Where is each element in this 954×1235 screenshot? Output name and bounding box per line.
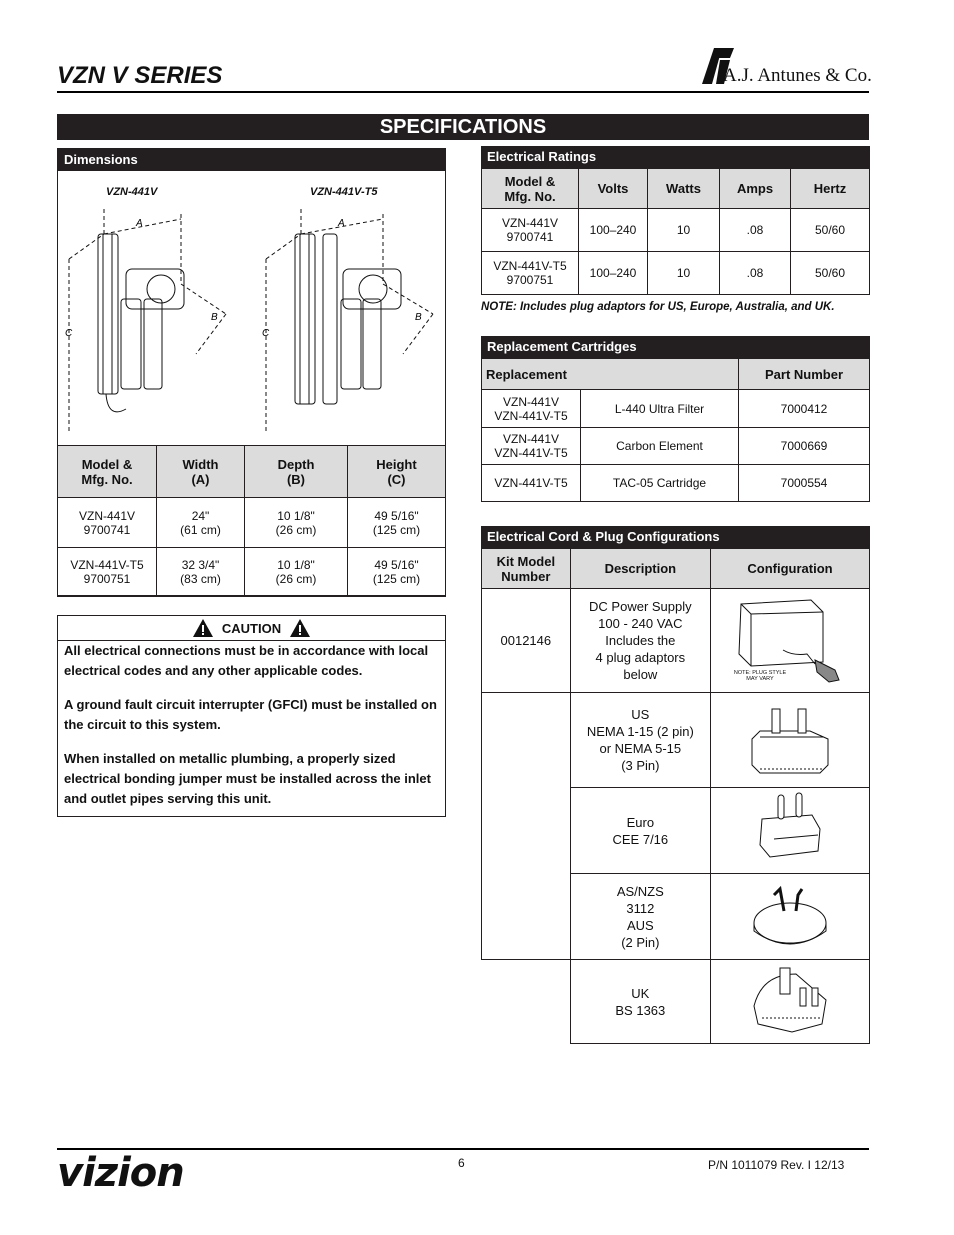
header-rule bbox=[57, 91, 869, 93]
dim-letter-b: B bbox=[211, 312, 218, 323]
cord-plug-heading: Electrical Cord & Plug Configurations bbox=[481, 526, 870, 548]
caution-label: CAUTION bbox=[221, 620, 282, 636]
ratings-note: NOTE: Includes plug adaptors for US, Europe, Australia, and UK. bbox=[481, 301, 835, 313]
electrical-ratings-heading: Electrical Ratings bbox=[481, 146, 870, 168]
table-row: US NEMA 1-15 (2 pin) or NEMA 5-15 (3 Pin) bbox=[482, 693, 870, 788]
us-plug-icon bbox=[740, 699, 840, 779]
aus-plug-icon bbox=[740, 875, 840, 955]
table-row: 0012146 DC Power Supply 100 - 240 VAC Includes the 4 plug adaptors below NOTE: PLUG STYLE MAY VARY bbox=[482, 589, 870, 693]
electrical-ratings-table: Model & Mfg. No. Volts Watts Amps Hertz VZN-441V 9700741 100–240 10 .08 50/60 VZN-441V-T5 9700751 100–240 10 .08 50/60 bbox=[481, 168, 870, 295]
caution-paragraph: A ground fault circuit interrupter (GFCI) must be installed on the circuit to this system. bbox=[64, 697, 437, 732]
caution-box bbox=[57, 615, 446, 817]
dim-letter-a: A bbox=[136, 218, 143, 229]
warning-icon bbox=[192, 618, 214, 638]
dim-letter-b-2: B bbox=[415, 312, 422, 323]
part-number: P/N 1011079 Rev. I 12/13 bbox=[708, 1158, 845, 1172]
document-title: VZN V SERIES bbox=[57, 62, 223, 89]
dim-letter-c-2: C bbox=[262, 328, 270, 339]
dim-col-height: Height (C) bbox=[348, 446, 446, 498]
section-title: SPECIFICATIONS bbox=[57, 114, 869, 140]
euro-plug-icon bbox=[740, 789, 840, 869]
table-row: Euro CEE 7/16 bbox=[482, 788, 870, 874]
warning-icon bbox=[289, 618, 311, 638]
unit-drawing-441v-t5 bbox=[263, 204, 443, 444]
table-row: VZN-441V-T5 9700751 100–240 10 .08 50/60 bbox=[482, 252, 870, 295]
table-row: VZN-441V 9700741 24" (61 cm) 10 1/8" (26 cm) 49 5/16" (125 cm) bbox=[58, 498, 446, 548]
plug-style-note: NOTE: PLUG STYLE MAY VARY bbox=[733, 669, 787, 682]
dim-letter-a-2: A bbox=[338, 218, 345, 229]
dimensions-panel bbox=[57, 148, 446, 597]
dim-col-width: Width (A) bbox=[157, 446, 245, 498]
table-row: VZN-441V-T5 9700751 32 3/4" (83 cm) 10 1/8" (26 cm) 49 5/16" (125 cm) bbox=[58, 548, 446, 596]
cord-plug-table: Kit Model Number Description Configuration 0012146 DC Power Supply 100 - 240 VAC Includes the 4 plug adaptors below NOTE: PLUG STYLE MAY VARY US NEMA 1-15 (2 pin) or NEMA 5-15 (3 Pin) Euro CEE 7/16 AS/NZS 3112 AUS (2 Pin) UK BS 1363 bbox=[481, 548, 870, 1044]
caution-paragraph: All electrical connections must be in accordance with local electrical codes and any other applicable codes. bbox=[64, 643, 429, 678]
page-number: 6 bbox=[458, 1156, 465, 1170]
table-row: VZN-441V VZN-441V-T5 Carbon Element 7000669 bbox=[482, 428, 870, 465]
figure-label-441v-t5: VZN-441V-T5 bbox=[310, 186, 378, 198]
dimensions-table bbox=[57, 445, 446, 596]
dimensions-heading: Dimensions bbox=[58, 149, 445, 171]
table-row: VZN-441V-T5 TAC-05 Cartridge 7000554 bbox=[482, 465, 870, 502]
kit-number: 0012146 bbox=[482, 589, 571, 693]
table-row: AS/NZS 3112 AUS (2 Pin) bbox=[482, 874, 870, 960]
figure-label-441v: VZN-441V bbox=[106, 186, 158, 198]
caution-header bbox=[58, 616, 445, 641]
company-name: A.J. Antunes & Co. bbox=[723, 65, 872, 86]
dim-col-model: Model & Mfg. No. bbox=[58, 446, 157, 498]
table-row: UK BS 1363 bbox=[482, 960, 870, 1044]
unit-drawing-441v bbox=[66, 204, 246, 444]
brand-logo: vizion bbox=[57, 1150, 184, 1196]
caution-paragraph: When installed on metallic plumbing, a properly sized electrical bonding jumper must be installed across the inlet and outlet pipes serving this unit. bbox=[64, 751, 431, 806]
replacement-table: Replacement Part Number VZN-441V VZN-441V-T5 L-440 Ultra Filter 7000412 VZN-441V VZN-441V-T5 Carbon Element 7000669 VZN-441V-T5 TAC-05 Cartridge 7000554 bbox=[481, 358, 870, 502]
table-row: VZN-441V 9700741 100–240 10 .08 50/60 bbox=[482, 209, 870, 252]
dim-col-depth: Depth (B) bbox=[245, 446, 348, 498]
replacement-heading: Replacement Cartridges bbox=[481, 336, 870, 358]
table-row: VZN-441V VZN-441V-T5 L-440 Ultra Filter 7000412 bbox=[482, 390, 870, 428]
dim-letter-c: C bbox=[65, 328, 73, 339]
uk-plug-icon bbox=[740, 960, 840, 1040]
